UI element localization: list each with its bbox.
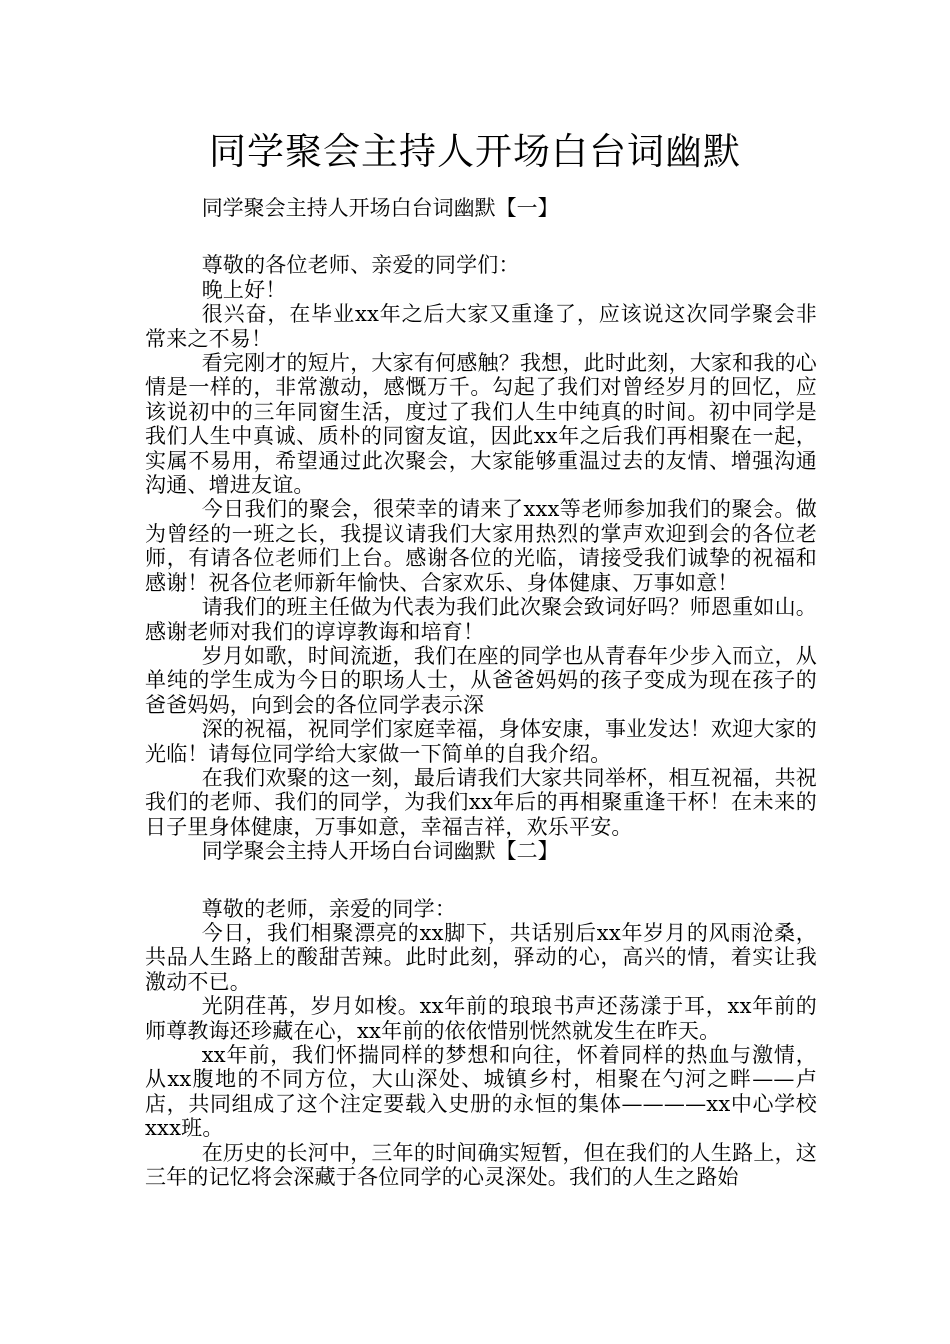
section-heading-2: 同学聚会主持人开场白台词幽默【二】 (201, 839, 559, 864)
paragraph: 在我们欢聚的这一刻，最后请我们大家共同举杯，相互祝福，共祝我们的老师、我们的同学，为我们xx年后的再相聚重逢干杯！在未来的日子里身体健康，万事如意，幸福吉祥，欢乐平安。 (145, 765, 817, 839)
paragraph: 在历史的长河中，三年的时间确实短暂，但在我们的人生路上，这三年的记忆将会深藏于各位同学的心灵深处。我们的人生之路始 (145, 1140, 817, 1190)
paragraph: 请我们的班主任做为代表为我们此次聚会致词好吗？师恩重如山。感谢老师对我们的谆谆教诲和培育！ (145, 595, 817, 644)
paragraph: 晚上好！ (201, 277, 287, 302)
paragraph: 尊敬的老师，亲爱的同学： (201, 896, 457, 921)
section-heading-1: 同学聚会主持人开场白台词幽默【一】 (201, 196, 559, 220)
paragraph: 光阴荏苒，岁月如梭。xx年前的琅琅书声还荡漾于耳，xx年前的师尊教诲还珍藏在心，xx年前的依依惜别恍然就发生在昨天。 (145, 994, 817, 1043)
spacer (145, 864, 817, 897)
paragraph: 深的祝福，祝同学们家庭幸福，身体安康，事业发达！欢迎大家的光临！请每位同学给大家做一下简单的自我介绍。 (145, 717, 817, 766)
document-title: 同学聚会主持人开场白台词幽默 (209, 130, 741, 173)
paragraph: 看完刚才的短片，大家有何感触？我想，此时此刻，大家和我的心情是一样的，非常激动，感慨万千。勾起了我们对曾经岁月的回忆，应该说初中的三年同窗生活，度过了我们人生中纯真的时间。初中同学是我们人生中真诚、质朴的同窗友谊，因此xx年之后我们再相聚在一起，实属不易用，希望通过此次聚会，大家能够重温过去的友情、增强沟通沟通、增进友谊。 (145, 351, 817, 498)
paragraph: 很兴奋，在毕业xx年之后大家又重逢了，应该说这次同学聚会非常来之不易！ (145, 302, 817, 351)
paragraph: 岁月如歌，时间流逝，我们在座的同学也从青春年少步入而立，从单纯的学生成为今日的职场人士，从爸爸妈妈的孩子变成为现在孩子的爸爸妈妈，向到会的各位同学表示深 (145, 643, 817, 717)
paragraph: 今日，我们相聚漂亮的xx脚下，共话别后xx年岁月的风雨沧桑，共品人生路上的酸甜苦辣。此时此刻，驿动的心，高兴的情，着实让我激动不已。 (145, 920, 817, 994)
paragraph: xx年前，我们怀揣同样的梦想和向往，怀着同样的热血与激情，从xx腹地的不同方位，大山深处、城镇乡村，相聚在勺河之畔——卢店，共同组成了这个注定要载入史册的永恒的集体————xx中心学校xxx班。 (145, 1043, 817, 1141)
paragraph: 今日我们的聚会，很荣幸的请来了xxx等老师参加我们的聚会。做为曾经的一班之长，我提议请我们大家用热烈的掌声欢迎到会的各位老师，有请各位老师们上台。感谢各位的光临，请接受我们诚挚的祝福和感谢！祝各位老师新年愉快、合家欢乐、身体健康、万事如意！ (145, 497, 817, 595)
paragraph: 尊敬的各位老师、亲爱的同学们： (201, 253, 520, 278)
document-body (145, 196, 817, 1189)
spacer (145, 220, 817, 253)
